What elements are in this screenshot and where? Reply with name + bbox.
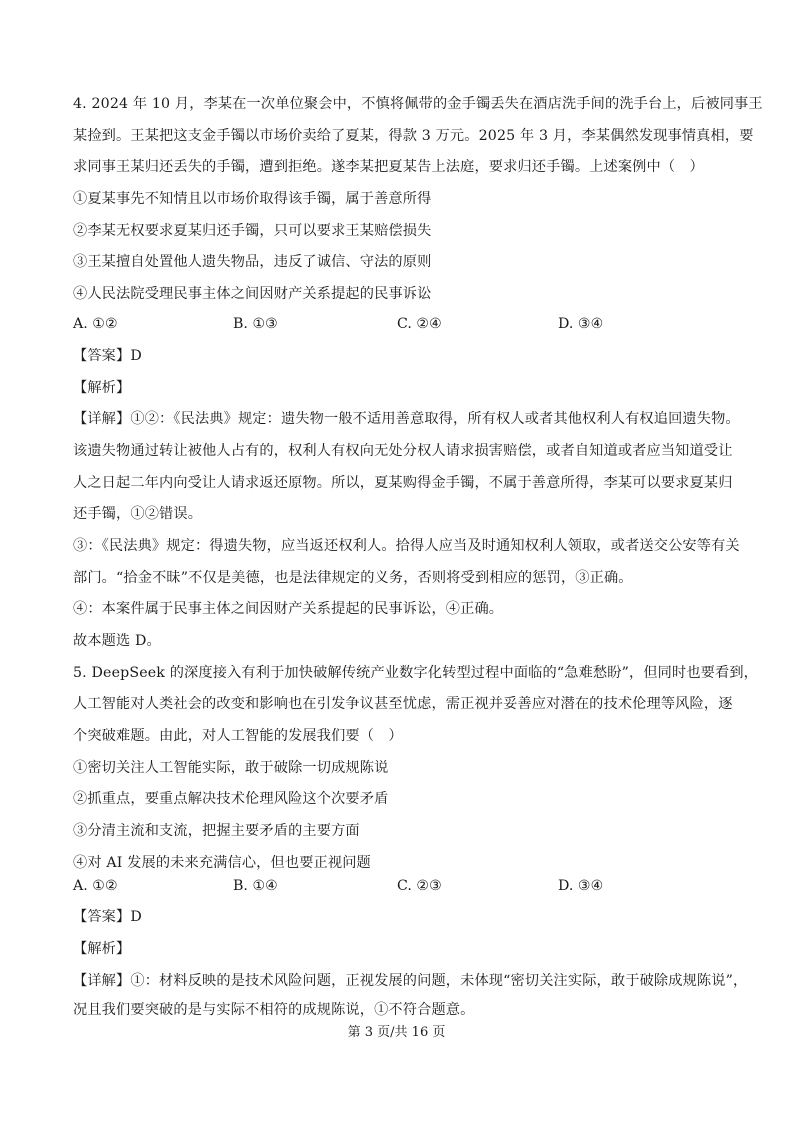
q4-answer: 【答案】D [73, 348, 142, 364]
q5-item-1: ①密切关注人工智能实际，敢于破除一切成规陈说 [73, 760, 389, 776]
q4-item-1: ①夏某事先不知情且以市场价取得该手镯，属于善意所得 [73, 191, 432, 207]
q4-stem-line-1: 4. 2024 年 10 月，李某在一次单位聚会中，不慎将佩带的金手镯丢失在酒店洗手间的洗手台上，后被同事王 [73, 96, 763, 112]
q4-analysis-label: 【解析】 [73, 380, 131, 396]
q5-option-c: C. ②③ [397, 878, 442, 894]
q4-analysis-line-8: 故本题选 D。 [73, 633, 161, 649]
q5-stem-line-3: 个突破难题。由此，对人工智能的发展我们要（ ） [73, 728, 403, 744]
q4-analysis-line-4: 还手镯，①②错误。 [73, 506, 203, 522]
q4-analysis-line-3: 人之日起二年内向受让人请求返还原物。所以，夏某购得金手镯，不属于善意所得，李某可以要求夏某归 [73, 475, 733, 491]
q4-analysis-line-1: 【详解】①②：《民法典》规定：遗失物一般不适用善意取得，所有权人或者其他权利人有权追回遗失物。 [73, 411, 740, 427]
q5-answer: 【答案】D [73, 909, 142, 925]
q5-stem-line-1: 5. DeepSeek 的深度接入有利于加快破解传统产业数字化转型过程中面临的“急难愁盼”，但同时也要看到， [73, 665, 759, 681]
q5-analysis-label: 【解析】 [73, 941, 131, 957]
q4-analysis-line-7: ④：本案件属于民事主体之间因财产关系提起的民事诉讼，④正确。 [73, 601, 504, 617]
q4-option-a: A. ①② [73, 316, 118, 332]
q4-analysis-line-2: 该遗失物通过转让被他人占有的，权利人有权向无处分权人请求损害赔偿，或者自知道或者应当知道受让 [73, 443, 733, 459]
q4-analysis-line-5: ③：《民法典》规定：得遗失物，应当返还权利人。拾得人应当及时通知权利人领取，或者送交公安等有关 [73, 538, 740, 554]
q4-analysis-line-6: 部门。“拾金不昧”不仅是美德，也是法律规定的义务，否则将受到相应的惩罚，③正确。 [73, 570, 633, 586]
q4-option-d: D. ③④ [558, 316, 604, 332]
q5-option-a: A. ①② [73, 878, 118, 894]
q4-option-b: B. ①③ [233, 316, 278, 332]
q5-item-3: ③分清主流和支流，把握主要矛盾的主要方面 [73, 823, 360, 839]
q5-analysis-line-1: 【详解】①：材料反映的是技术风险问题，正视发展的问题，未体现“密切关注实际，敢于破除成规陈说”， [73, 973, 748, 989]
q5-item-2: ②抓重点，要重点解决技术伦理风险这个次要矛盾 [73, 791, 389, 807]
q5-analysis-line-2: 况且我们要突破的是与实际不相符的成规陈说，①不符合题意。 [73, 1002, 475, 1018]
q4-stem-line-2: 某捡到。王某把这支金手镯以市场价卖给了夏某，得款 3 万元。2025 年 3 月，李某偶然发现事情真相，要 [73, 128, 754, 144]
q5-option-d: D. ③④ [558, 878, 604, 894]
q4-item-3: ③王某擅自处置他人遗失物品，违反了诚信、守法的原则 [73, 254, 432, 270]
q5-stem-line-2: 人工智能对人类社会的改变和影响也在引发争议甚至忧虑，需正视并妥善应对潜在的技术伦理等风险，逐 [73, 696, 733, 712]
q4-stem-line-3: 求同事王某归还丢失的手镯，遭到拒绝。遂李某把夏某告上法庭，要求归还手镯。上述案例中（ ） [73, 159, 704, 175]
page-number-footer: 第 3 页/共 16 页 [347, 1025, 446, 1040]
q4-item-4: ④人民法院受理民事主体之间因财产关系提起的民事诉讼 [73, 286, 432, 302]
q4-option-c: C. ②④ [397, 316, 442, 332]
q5-item-4: ④对 AI 发展的未来充满信心，但也要正视问题 [73, 855, 371, 871]
q4-item-2: ②李某无权要求夏某归还手镯，只可以要求王某赔偿损失 [73, 223, 432, 239]
q5-option-b: B. ①④ [233, 878, 278, 894]
